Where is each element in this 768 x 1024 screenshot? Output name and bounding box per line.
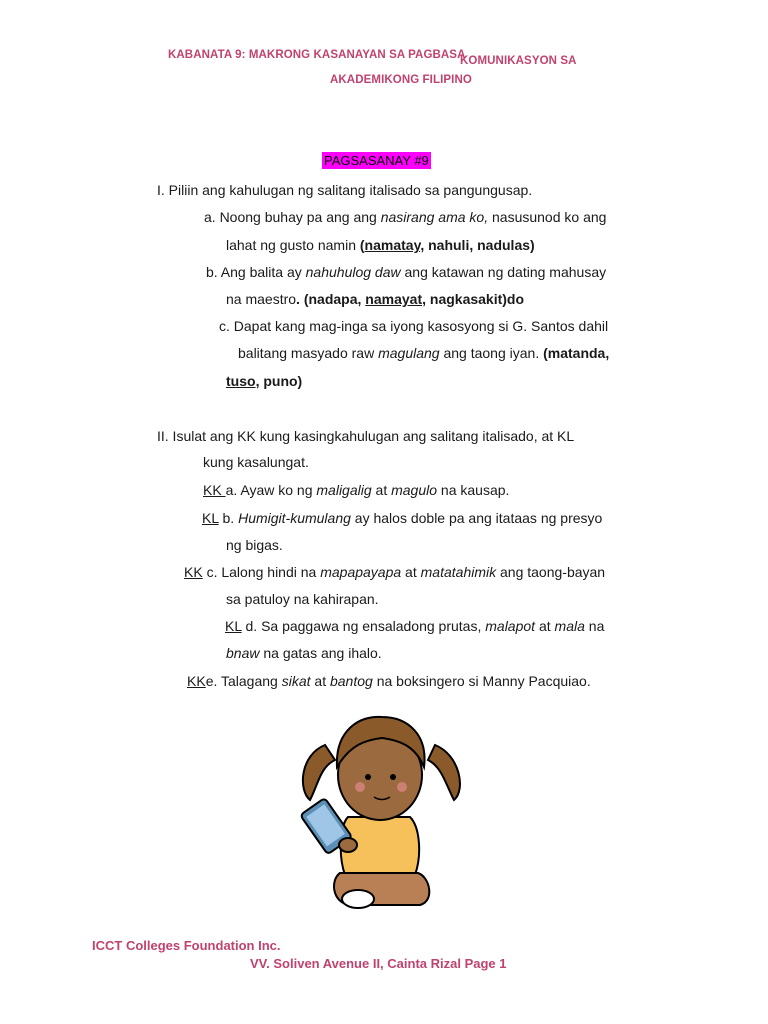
section2-item-b-line1: KL b. Humigit-kumulang ay halos doble pa ang itataas ng presyo	[202, 510, 603, 526]
footer-institution: ICCT Colleges Foundation Inc.	[92, 938, 281, 953]
section2-item-c-line1: KK c. Lalong hindi na mapapayapa at matatahimik ang taong-bayan	[184, 564, 606, 580]
section1-instruction: I. Piliin ang kahulugan ng salitang italisado sa pangungusap.	[157, 182, 533, 198]
section1-item-a-line1: a. Noong buhay pa ang ang nasirang ama ko, nasusunod ko ang	[204, 209, 607, 225]
section1-item-c-line1: c. Dapat kang mag-inga sa iyong kasosyong si G. Santos dahil	[219, 318, 609, 334]
section2-item-a: KK a. Ayaw ko ng maligalig at magulo na kausap.	[203, 482, 510, 498]
header-chapter-title: KABANATA 9: MAKRONG KASANAYAN SA PAGBASA	[168, 49, 466, 61]
footer-address-page: VV. Soliven Avenue II, Cainta Rizal Page 1	[250, 956, 507, 971]
section2-item-d-line1: KL d. Sa paggawa ng ensaladong prutas, malapot at mala na	[225, 618, 605, 634]
section1-item-c-line2: balitang masyado raw magulang ang taong iyan. (matanda,	[238, 345, 610, 361]
girl-with-tablet-illustration	[290, 705, 480, 915]
answer-label: KL	[202, 510, 219, 526]
section1-item-c-line3: tuso, puno)	[226, 373, 303, 389]
page-title: PAGSASANAY #9	[324, 153, 429, 168]
section1-item-b-line1: b. Ang balita ay nahuhulog daw ang katawan ng dating mahusay	[206, 264, 607, 280]
section2-item-e: KKe. Talagang sikat at bantog na boksingero si Manny Pacquiao.	[187, 673, 591, 689]
girl-illustration-svg	[290, 705, 480, 915]
section2-instruction-line1: II. Isulat ang KK kung kasingkahulugan ang salitang italisado, at KL	[157, 428, 575, 444]
answer-label: KK	[203, 482, 226, 498]
section2-item-b-line2: ng bigas.	[226, 537, 283, 553]
section1-item-a-line2: lahat ng gusto namin (namatay, nahuli, nadulas)	[226, 237, 535, 253]
header-course-title: KOMUNIKASYON SA	[460, 55, 577, 67]
answer-label: KK	[184, 564, 203, 580]
section2-item-c-line2: sa patuloy na kahirapan.	[226, 591, 379, 607]
answer-label: KL	[225, 618, 242, 634]
section1-item-b-line2: na maestro. (nadapa, namayat, nagkasakit)do	[226, 291, 525, 307]
section2-item-d-line2: bnaw na gatas ang ihalo.	[226, 645, 382, 661]
answer-label: KK	[187, 673, 206, 689]
section2-instruction-line2: kung kasalungat.	[203, 454, 309, 470]
header-course-title-line2: AKADEMIKONG FILIPINO	[330, 74, 472, 86]
